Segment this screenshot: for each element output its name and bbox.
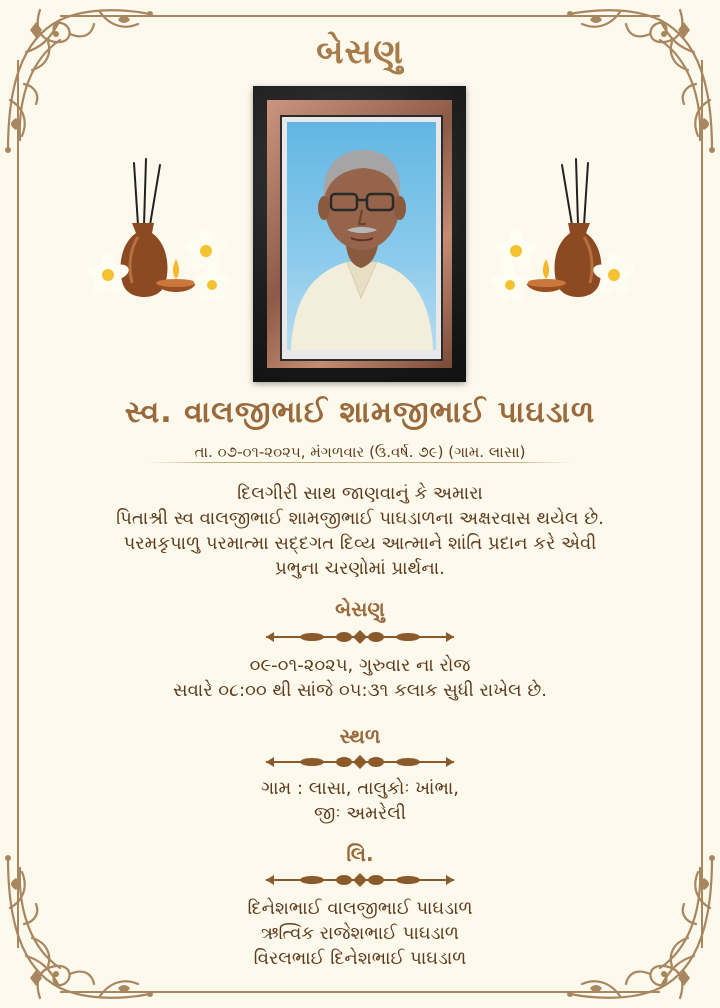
portrait-figure xyxy=(287,122,436,350)
signatories-list xyxy=(40,896,680,971)
card-title: બેસણુ xyxy=(316,32,404,72)
incense-vase-icon xyxy=(484,155,634,305)
divider-ornament-icon xyxy=(262,754,458,770)
signatories-heading: લિ. xyxy=(346,842,374,866)
besanu-heading: બેસણુ xyxy=(335,597,385,621)
divider-ornament-icon xyxy=(262,629,458,645)
divider-ornament-icon xyxy=(262,872,458,888)
date-age-village: તા. ૦૭-૦૧-૨૦૨૫, મંગળવાર (ઉ.વર્ષ. ૭૯) (ગામ. લાસા) xyxy=(194,443,526,461)
signatory-name: ઋત્વિક રાજેશભાઈ પાઘડાળ xyxy=(261,923,459,944)
signatory-name: દિનેશભાઈ વાલજીભાઈ પાઘડાળ xyxy=(247,898,473,919)
besanu-date: ૦૯-૦૧-૨૦૨૫, ગુરુવાર ના રોજ xyxy=(249,655,471,676)
besanu-details xyxy=(40,653,680,703)
portrait-photo xyxy=(287,122,436,350)
incense-vase-icon xyxy=(88,155,238,305)
message-line: પરમકૃપાળુ પરમાત્મા સદ્દગત દિવ્ય આત્માને શાંતિ પ્રદાન કરે એવી xyxy=(123,533,597,554)
deceased-name: સ્વ. વાલજીભાઈ શામજીભાઈ પાઘડાળ xyxy=(124,395,596,430)
message-line: દિલગીરી સાથ જાણવાનું કે અમારા xyxy=(237,483,483,504)
subline-divider xyxy=(148,462,572,463)
location-heading: સ્થળ xyxy=(339,724,381,748)
location-district: જીઃ અમરેલી xyxy=(314,803,406,824)
condolence-message xyxy=(40,481,680,581)
portrait-frame xyxy=(253,86,466,382)
message-line: પિતાશ્રી સ્વ વાલજીભાઈ શામજીભાઈ પાઘડાળના અક્ષરવાસ થયેલ છે. xyxy=(116,508,604,529)
location-details xyxy=(40,776,680,826)
message-line: પ્રભુના ચરણોમાં પ્રાર્થના. xyxy=(275,558,445,579)
signatory-name: વિરલભાઈ દિનેશભાઈ પાઘડાળ xyxy=(253,948,467,969)
location-village: ગામ : લાસા, તાલુકોઃ ખાંભા, xyxy=(260,778,459,799)
besanu-time: સવારે ૦૮:૦૦ થી સાંજે ૦૫:૩૧ કલાક સુધી રાખેલ છે. xyxy=(173,680,547,701)
